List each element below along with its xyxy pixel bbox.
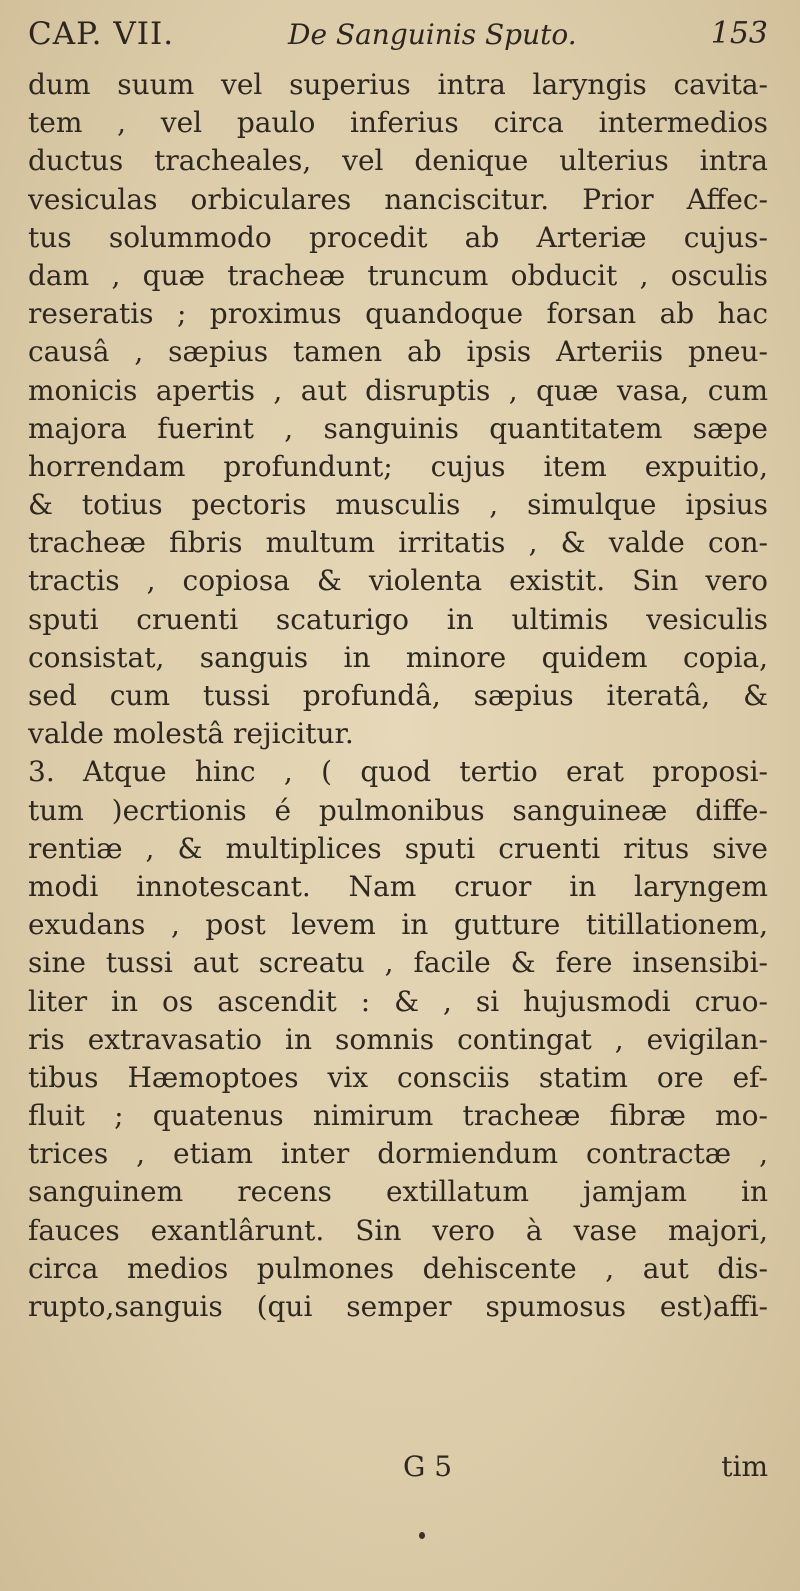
text-line: dum suum vel superius intra laryngis cavita- xyxy=(28,68,768,101)
text-line: ris extravasatio in somnis contingat , evigilan- xyxy=(28,1022,768,1056)
running-header xyxy=(28,16,768,66)
text-line: fluit ; quatenus nimirum tracheæ fibræ mo- xyxy=(28,1099,768,1133)
page-footer xyxy=(28,1450,768,1490)
body-text xyxy=(28,66,768,1326)
text-line: consistat, sanguis in minore quidem copia, xyxy=(28,640,768,674)
text-line: tracheæ fibris multum irritatis , & valde con- xyxy=(28,526,768,560)
text-line: exudans , post levem in gutture titillationem, xyxy=(28,908,768,942)
text-line: horrendam profundunt; cujus item expuitio, xyxy=(28,449,768,483)
text-line: tum )ecrtionis é pulmonibus sanguineæ diffe- xyxy=(28,793,768,827)
catchword: tim xyxy=(721,1450,768,1483)
text-line: tem , vel paulo inferius circa intermedios xyxy=(28,106,768,140)
text-line: valde molestâ rejicitur. xyxy=(28,717,354,751)
text-line: ductus tracheales, vel denique ulterius intra xyxy=(28,144,768,178)
text-line: rentiæ , & multiplices sputi cruenti ritus sive xyxy=(28,831,768,865)
text-line: majora fuerint , sanguinis quantitatem sæpe xyxy=(28,411,768,445)
signature-mark: G 5 xyxy=(403,1450,453,1483)
page-number: 153 xyxy=(710,16,768,51)
text-line: tractis , copiosa & violenta existit. Sin vero xyxy=(28,564,768,598)
text-line: sine tussi aut screatu , facile & fere insensibi- xyxy=(28,946,768,980)
text-line: reseratis ; proximus quandoque forsan ab hac xyxy=(28,297,768,331)
text-line: tibus Hæmoptoes vix consciis statim ore ef- xyxy=(28,1060,768,1094)
text-line: rupto,sanguis (qui semper spumosus est)affi- xyxy=(28,1290,768,1323)
text-line: vesiculas orbiculares nanciscitur. Prior Affec- xyxy=(28,182,768,216)
text-line: trices , etiam inter dormiendum contractæ , xyxy=(28,1137,768,1171)
text-line: dam , quæ tracheæ truncum obducit , osculis xyxy=(28,258,768,292)
text-line: sputi cruenti scaturigo in ultimis vesiculis xyxy=(28,602,768,636)
text-line: monicis apertis , aut disruptis , quæ vasa, cum xyxy=(28,373,768,407)
text-line: modi innotescant. Nam cruor in laryngem xyxy=(28,869,768,903)
running-title: De Sanguinis Sputo. xyxy=(288,18,577,51)
text-line: & totius pectoris musculis , simulque ipsius xyxy=(28,488,768,522)
text-line: circa medios pulmones dehiscente , aut dis- xyxy=(28,1251,768,1285)
chapter-label: CAP. VII. xyxy=(28,16,175,52)
text-line: fauces exantlârunt. Sin vero à vase majori, xyxy=(28,1213,768,1247)
text-line: sanguinem recens extillatum jamjam in xyxy=(28,1175,768,1209)
text-line: 3. Atque hinc , ( quod tertio erat proposi- xyxy=(28,755,768,789)
text-line: causâ , sæpius tamen ab ipsis Arteriis pneu- xyxy=(28,335,768,369)
text-line: liter in os ascendit : & , si hujusmodi cruo- xyxy=(28,984,768,1018)
ink-blot xyxy=(419,1532,425,1539)
text-line: sed cum tussi profundâ, sæpius iteratâ, & xyxy=(28,679,768,712)
text-line: tus solummodo procedit ab Arteriæ cujus- xyxy=(28,220,768,254)
